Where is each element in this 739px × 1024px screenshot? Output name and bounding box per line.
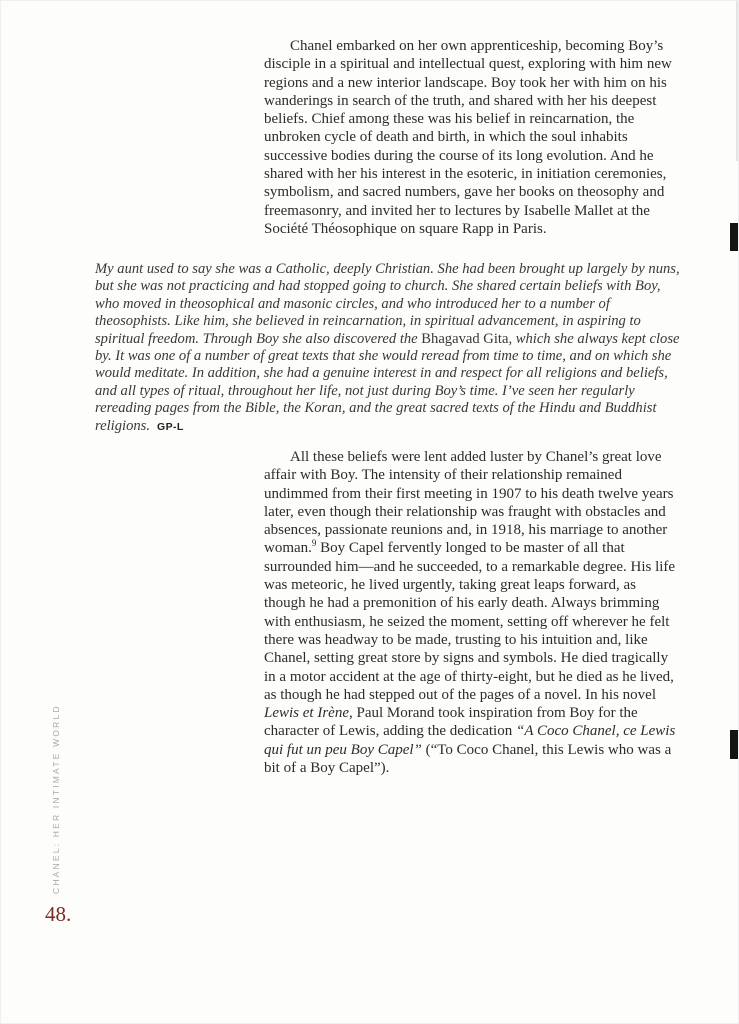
quote-book-title: Bhagavad Gita xyxy=(421,330,509,347)
page-edge-mark-lower xyxy=(730,730,738,759)
spine-running-title: CHANEL: HER INTIMATE WORLD xyxy=(51,704,61,894)
intro-paragraph-text: Chanel embarked on her own apprenticeship, becoming Boy’s disciple in a spiritual and intellectual quest, exploring with him new regions and a new interior landscape. Boy took her with him on his wanderings in search of the truth, and shared with her his deepest beliefs. Chief among these was his belief in reincarnation, the unbroken cycle of death and birth, in which the soul inhabits successive bodies during the course of its long evolution. And he shared with her his interest in the esoteric, in initiation ceremonies, symbolism, and sacred numbers, gave her books on theosophy and freemasonry, and invited her to lectures by Isabelle Mallet at the Société Théosophique on square Rapp in Paris. xyxy=(264,38,672,237)
page-number: 48. xyxy=(45,902,72,926)
page-edge-mark-upper xyxy=(730,223,738,251)
main-paragraph-part3: , Paul Morand took inspiration from Boy for the character of Lewis, adding the dedication xyxy=(264,705,638,740)
footnote-marker: 9 xyxy=(311,538,317,549)
body-paragraph-intro xyxy=(264,37,680,238)
novel-title: Lewis et Irène xyxy=(264,705,349,722)
pull-quote xyxy=(95,261,680,436)
page-edge-line xyxy=(736,1,738,161)
quote-text-part2: , which she always kept close by. It was one of a number of great texts that she would reread from time to time, and on which she would meditate. In addition, she had a genuine interest in and respect for all religions and beliefs, and all types of ritual, throughout her life, not just during Boy’s time. I’ve seen her regularly rereading pages from the Bible, the Koran, and the great sacred texts of the Hindu and Buddhist religions. xyxy=(95,330,680,434)
quote-text-part1: My aunt used to say she was a Catholic, deeply Christian. She had been brought up largely by nuns, but she was not practicing and had stopped going to church. She shared certain beliefs with Boy, who moved in theosophical and masonic circles, and who introduced her to a number of theosophists. Like him, she believed in reincarnation, in spiritual advancement, in aspiring to spiritual freedom. Through Boy she also discovered the xyxy=(95,261,680,347)
quote-attribution: GP-L xyxy=(157,420,184,433)
main-paragraph-part4: (“To Coco Chanel, this Lewis who was a bit of a Boy Capel”). xyxy=(264,741,672,777)
main-paragraph-part1: All these beliefs were lent added luster by Chanel’s great love affair with Boy. The intensity of their relationship remained undimmed from their first meeting in 1907 to his death twelve years later, even though their relationship was fraught with obstacles and absences, passionate reunions and, in 1918, his marriage to another woman. xyxy=(264,449,674,557)
body-paragraph-main xyxy=(264,448,680,777)
dedication-text: “A Coco Chanel, ce Lewis qui fut un peu Boy Capel” xyxy=(264,723,676,758)
main-paragraph-part2: Boy Capel fervently longed to be master of all that surrounded him—and he succeeded, to a remarkable degree. His life was meteoric, he lived urgently, taking great leaps forward, as though he had a premonition of his early death. Always brimming with enthusiasm, he seized the moment, setting off wherever he felt there was headway to be made, trusting to his intuition and, like Chanel, setting great store by signs and symbols. He died tragically in a motor accident at the age of thirty-eight, but he died as he lived, as though he had stepped out of the pages of a novel. In his novel xyxy=(264,540,676,703)
